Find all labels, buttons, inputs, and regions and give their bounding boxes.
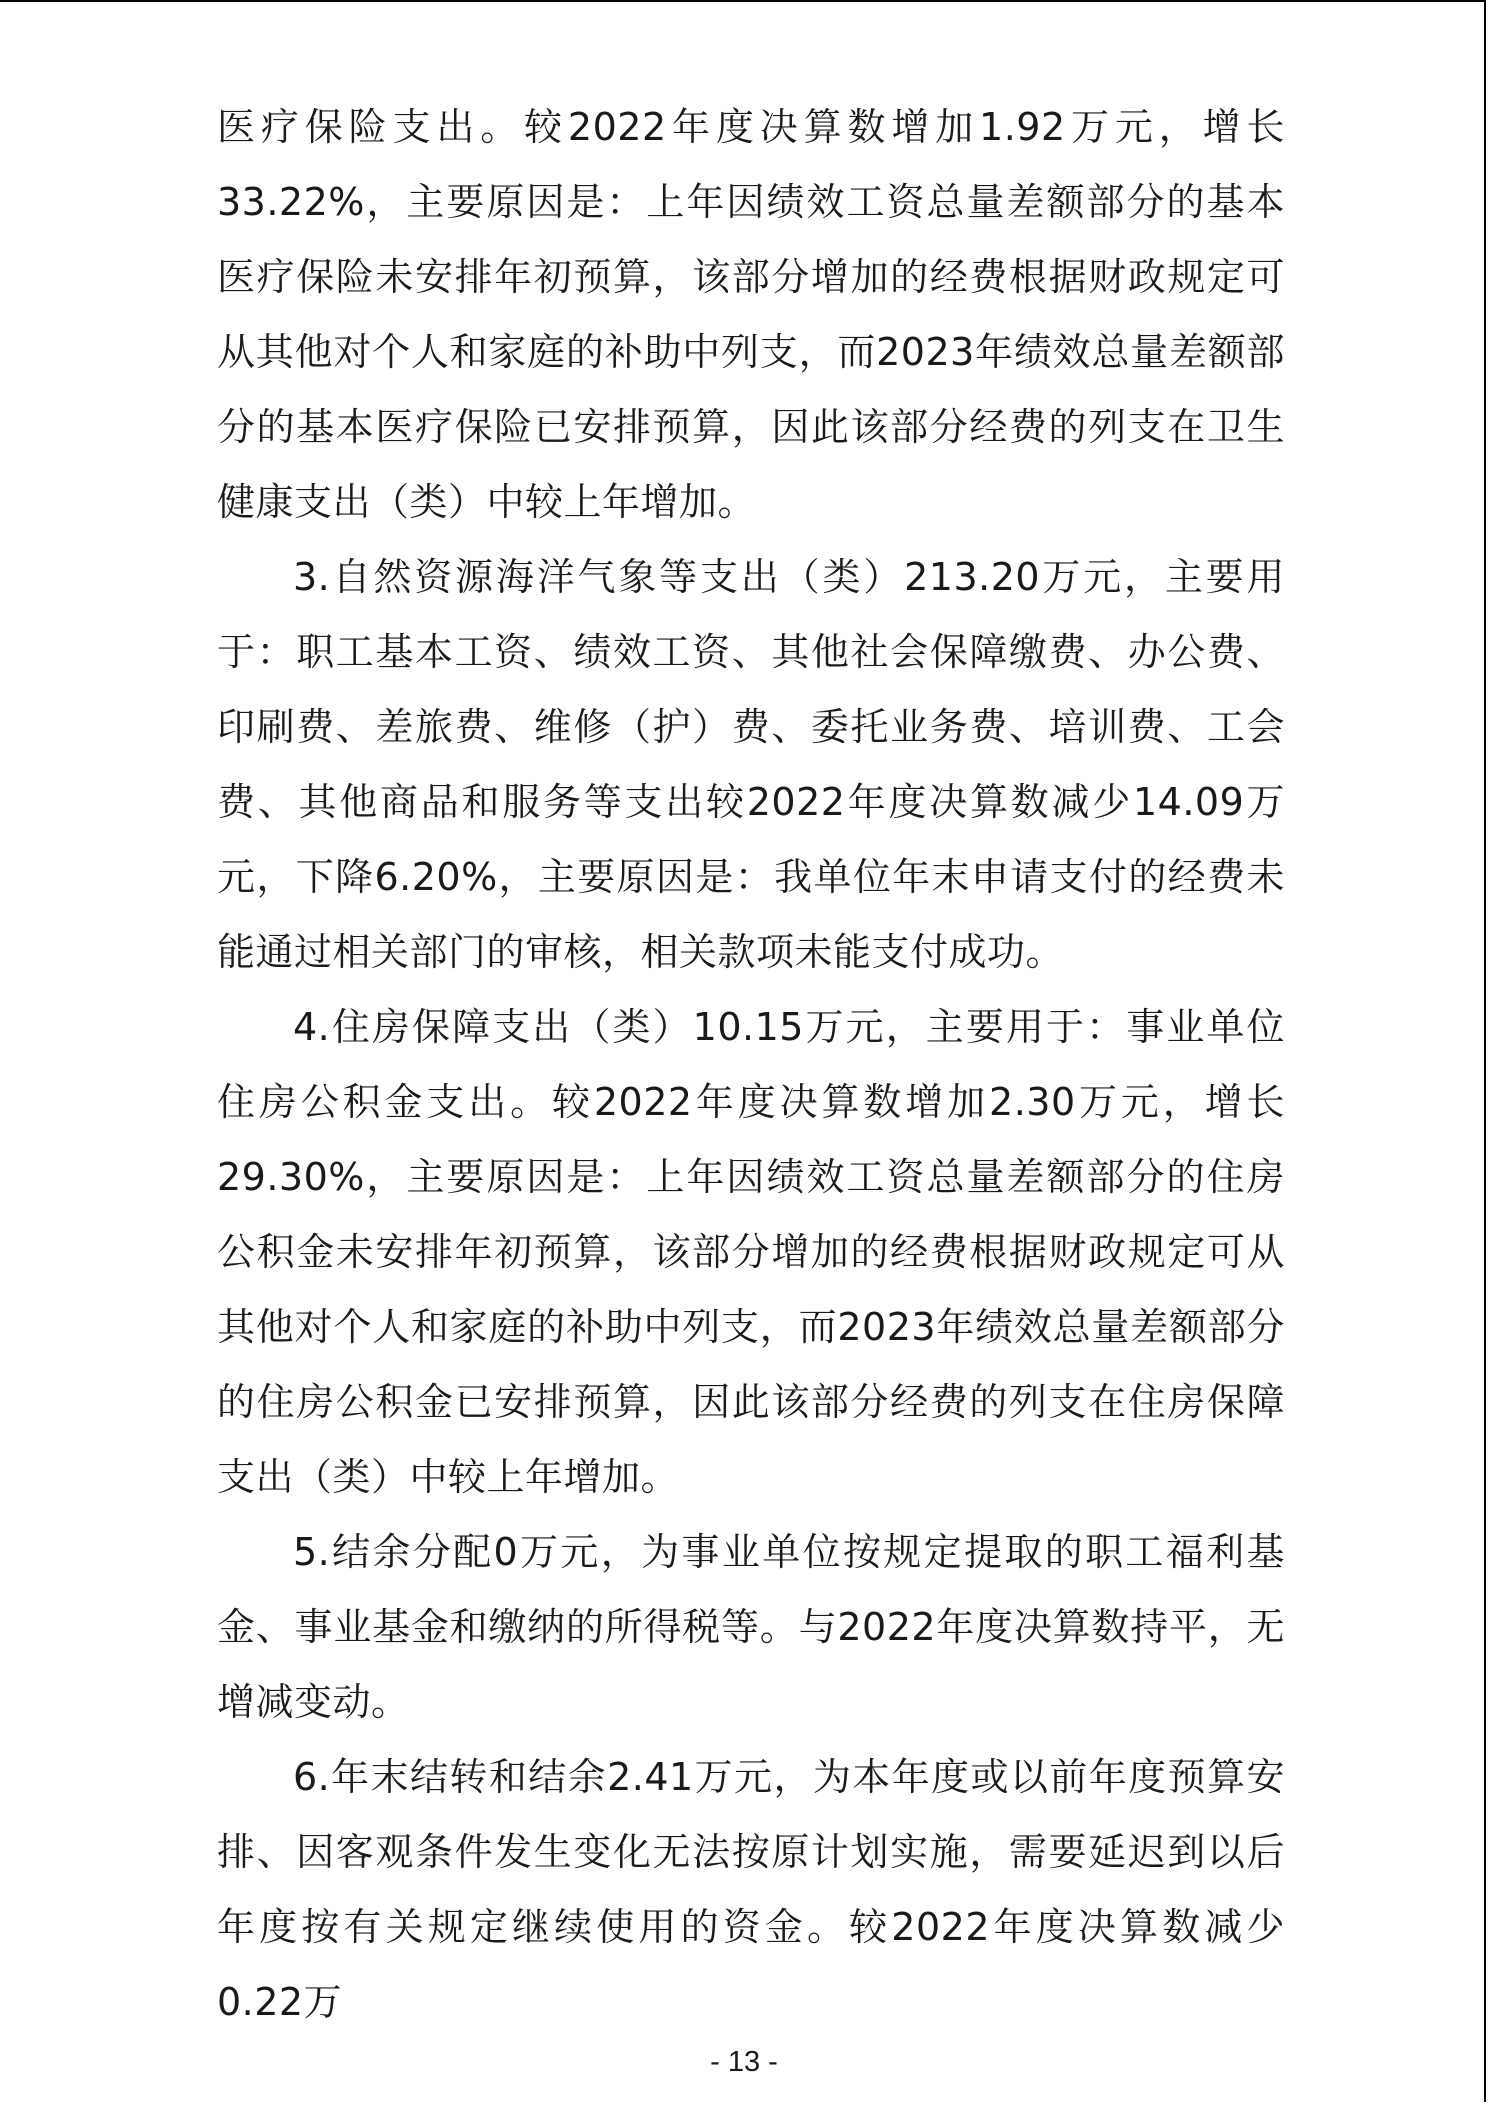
paragraph-surplus-distribution: 5.结余分配0万元，为事业单位按规定提取的职工福利基金、事业基金和缴纳的所得税等。与2022年度决算数持平，无增减变动。 <box>217 1530 1285 1724</box>
paragraph-natural-resources: 3.自然资源海洋气象等支出（类）213.20万元，主要用于：职工基本工资、绩效工资、其他社会保障缴费、办公费、印刷费、差旅费、维修（护）费、委托业务费、培训费、工会费、其他商品和服务等支出较2022年度决算数减少14.09万元，下降6.20%，主要原因是：我单位年末申请支付的经费未能通过相关部门的审核，相关款项未能支付成功。 <box>217 555 1285 974</box>
paragraph-medical-insurance: 医疗保险支出。较2022年度决算数增加1.92万元，增长33.22%，主要原因是：上年因绩效工资总量差额部分的基本医疗保险未安排年初预算，该部分增加的经费根据财政规定可从其他对个人和家庭的补助中列支，而2023年绩效总量差额部分的基本医疗保险已安排预算，因此该部分经费的列支在卫生健康支出（类）中较上年增加。 <box>217 105 1285 524</box>
document-body <box>217 90 1285 2040</box>
paragraph-housing-security: 4.住房保障支出（类）10.15万元，主要用于：事业单位住房公积金支出。较2022年度决算数增加2.30万元，增长29.30%，主要原因是：上年因绩效工资总量差额部分的住房公积金未安排年初预算，该部分增加的经费根据财政规定可从其他对个人和家庭的补助中列支，而2023年绩效总量差额部分的住房公积金已安排预算，因此该部分经费的列支在住房保障支出（类）中较上年增加。 <box>217 1005 1285 1499</box>
paragraph-year-end-carryover: 6.年末结转和结余2.41万元，为本年度或以前年度预算安排、因客观条件发生变化无法按原计划实施，需要延迟到以后年度按有关规定继续使用的资金。较2022年度决算数减少0.22万 <box>217 1755 1285 2024</box>
page-number: - 13 - <box>710 2046 778 2078</box>
